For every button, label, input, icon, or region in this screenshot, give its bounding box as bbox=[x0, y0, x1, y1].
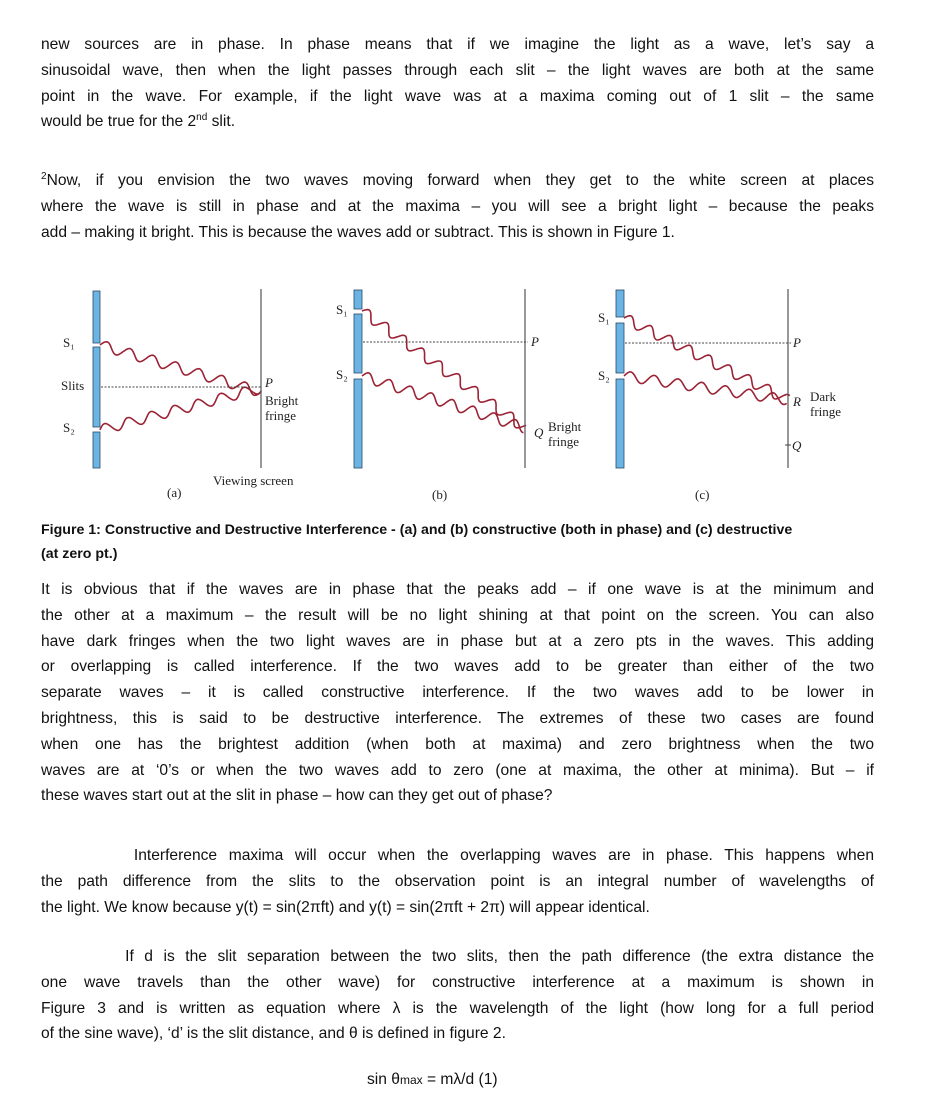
label-r: R bbox=[793, 394, 801, 409]
footnote-marker: 2 bbox=[41, 171, 47, 182]
label-slits: Slits bbox=[61, 378, 85, 393]
text-line: the other at a maximum – the result will be no light shining at that point on the screen. You can also bbox=[41, 606, 874, 624]
light-wave bbox=[362, 373, 523, 433]
label-s2: S₂ bbox=[63, 420, 75, 435]
text: slit. bbox=[207, 113, 236, 131]
text: would be true for the 2 bbox=[41, 113, 197, 131]
text-line: or overlapping is called interference. If the two waves add to be greater than either of the two bbox=[41, 658, 874, 676]
text-line: Interference maxima will occur when the overlapping waves are in phase. This happens when bbox=[41, 847, 874, 864]
text-line: It is obvious that if the waves are in phase that the peaks add – if one wave is at the minimum and bbox=[41, 581, 874, 598]
label-s1: S₁ bbox=[336, 302, 348, 317]
text-line: Figure 3 and is written as equation where λ is the wavelength of the light (how long for a full period bbox=[41, 999, 874, 1017]
waves bbox=[100, 310, 790, 433]
figure-caption bbox=[41, 518, 874, 566]
slit-barrier bbox=[354, 290, 362, 309]
label-fringe: fringe bbox=[265, 408, 297, 423]
text-line: have dark fringes when the two light waves are in phase but at a zero pts in the waves. This adding bbox=[41, 632, 874, 650]
text-line: the path difference from the slits to the observation point is an integral number of wavelengths of bbox=[41, 872, 874, 890]
light-wave bbox=[624, 372, 787, 405]
label-p: P bbox=[793, 335, 801, 350]
text: Now, if you envision the two waves moving forward when they get to the white screen at places bbox=[46, 172, 874, 189]
label-s2: S₂ bbox=[598, 368, 610, 383]
text-line: If d is the slit separation between the two slits, then the path difference (the extra distance the bbox=[41, 948, 874, 965]
slit-barrier bbox=[93, 291, 100, 343]
label-viewing-screen: Viewing screen bbox=[213, 473, 294, 488]
equation-text: = mλ/d (1) bbox=[422, 1071, 498, 1088]
light-wave bbox=[100, 387, 261, 430]
caption-line: Figure 1: Constructive and Destructive Interference - (a) and (b) constructive (both in phase) and (c) destructive bbox=[41, 522, 793, 538]
slit-barrier bbox=[93, 347, 100, 427]
slit-barrier bbox=[616, 290, 624, 317]
equation-subscript: max bbox=[399, 1073, 423, 1087]
text-line: brightness, this is said to be destructive interference. The extremes of these two cases are found bbox=[41, 709, 874, 727]
label-bright: Bright bbox=[548, 419, 582, 434]
caption-line: (at zero pt.) bbox=[41, 546, 118, 562]
label-panel-c: (c) bbox=[695, 487, 710, 502]
slit-barrier bbox=[616, 379, 624, 468]
interference-figure bbox=[0, 0, 926, 520]
label-p: P bbox=[265, 375, 273, 390]
text-line: where the wave is still in phase and at the maxima – you will see a bright light – because the peaks bbox=[41, 197, 874, 215]
text-line: these waves start out at the slit in phase – how can they get out of phase? bbox=[41, 787, 553, 805]
text-line: point in the wave. For example, if the light wave was at a maxima coming out of 1 slit – the same bbox=[41, 87, 874, 105]
slit-barrier bbox=[93, 432, 100, 468]
text-line: new sources are in phase. In phase means that if we imagine the light as a wave, let’s say a bbox=[41, 36, 874, 53]
light-wave bbox=[362, 310, 526, 428]
text-line: the light. We know because y(t) = sin(2πft) and y(t) = sin(2πft + 2π) will appear identical. bbox=[41, 898, 650, 916]
label-p: P bbox=[531, 334, 539, 349]
slit-barrier bbox=[354, 314, 362, 373]
label-panel-a: (a) bbox=[167, 485, 182, 500]
equation bbox=[367, 1071, 498, 1089]
slit-barrier bbox=[616, 323, 624, 373]
label-s2: S₂ bbox=[336, 367, 348, 382]
paragraph-maxima bbox=[41, 843, 874, 920]
text-line: separate waves – it is called constructive interference. If the two waves add to be lower in bbox=[41, 684, 874, 702]
text-line: one wave travels than the other wave) for constructive interference at a maximum is shown in bbox=[41, 973, 874, 991]
label-fringe: fringe bbox=[810, 404, 842, 419]
superscript: nd bbox=[196, 112, 208, 124]
label-q: Q bbox=[792, 438, 802, 453]
label-fringe: fringe bbox=[548, 434, 580, 449]
slit-barrier bbox=[354, 379, 362, 468]
label-panel-b: (b) bbox=[432, 487, 448, 502]
label-dark: Dark bbox=[810, 389, 836, 404]
text-line: sinusoidal wave, then when the light passes through each slit – the light waves are both at the same bbox=[41, 61, 874, 79]
text-line: when one has the brightest addition (when both at maxima) and zero brightness when the two bbox=[41, 735, 874, 753]
label-s1: S₁ bbox=[63, 335, 75, 350]
paragraph-interference bbox=[41, 577, 874, 809]
label-s1: S₁ bbox=[598, 310, 610, 325]
text-line: of the sine wave), ‘d’ is the slit distance, and θ is defined in figure 2. bbox=[41, 1025, 506, 1043]
text-line: add – making it bright. This is because the waves add or subtract. This is shown in Figure 1. bbox=[41, 223, 675, 241]
text-line: waves are at ‘0’s or when the two waves add to zero (one at maxima, the other at minima). But – if bbox=[41, 761, 874, 779]
label-bright: Bright bbox=[265, 393, 299, 408]
paragraph-slit-separation bbox=[41, 944, 874, 1047]
label-q: Q bbox=[534, 425, 544, 440]
equation-text: sin θ bbox=[367, 1071, 400, 1088]
